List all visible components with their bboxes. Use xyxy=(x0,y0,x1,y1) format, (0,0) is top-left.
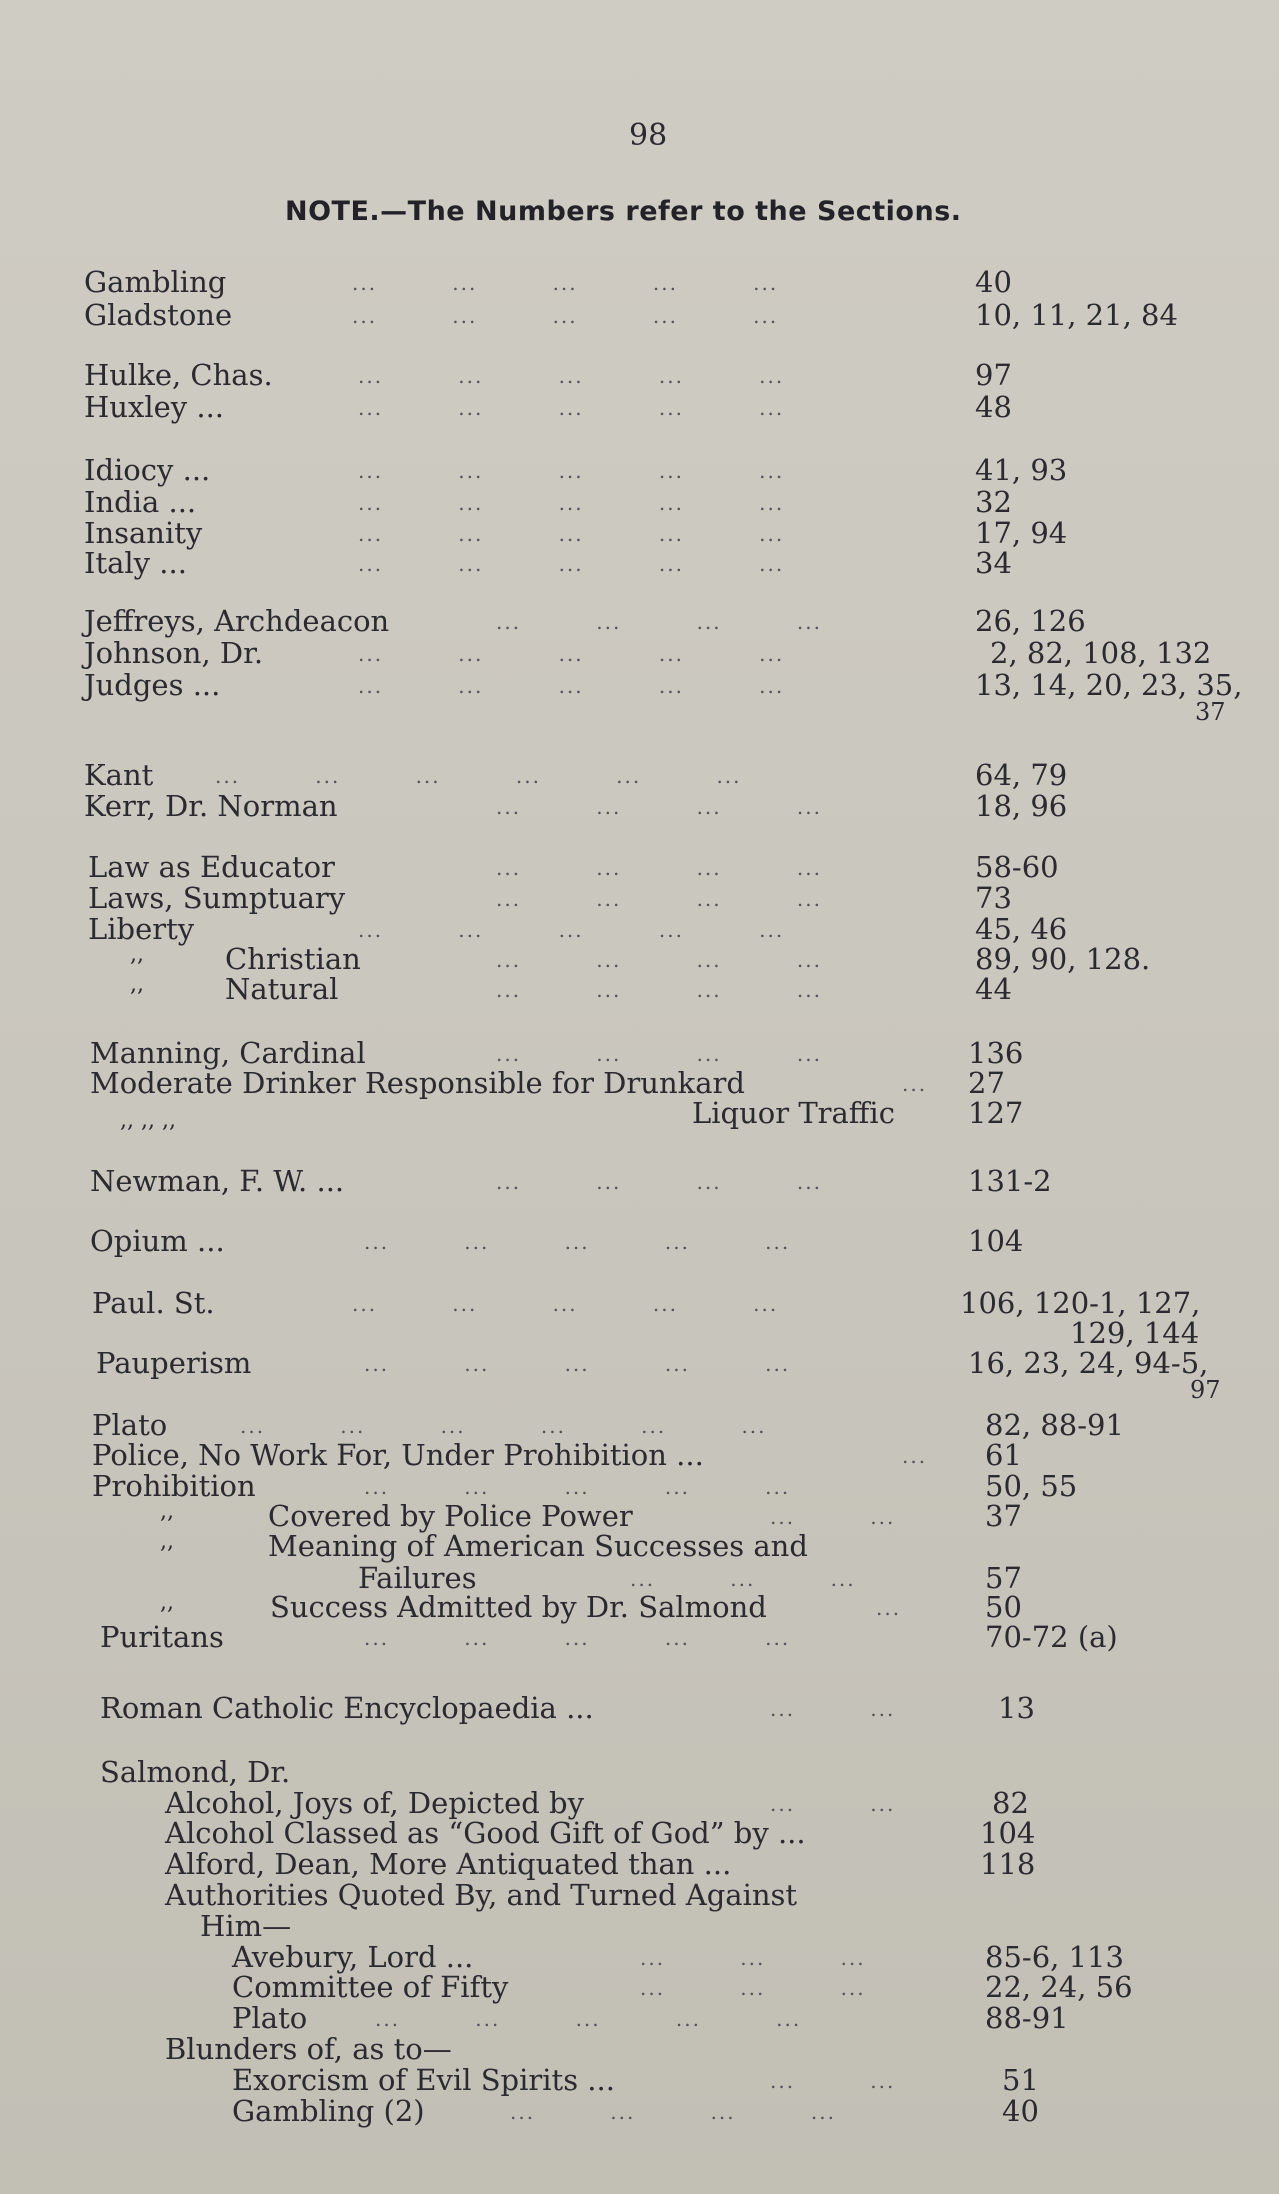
entry-label: Prohibition xyxy=(92,1469,256,1503)
list-item: ,, Christian ... ... ... ... 89, 90, 128. xyxy=(130,942,1151,976)
list-item: Committee of Fifty ... ... ... 22, 24, 56 xyxy=(232,1970,1133,2004)
entry-label: Huxley ... xyxy=(84,390,225,424)
entry-label: Alcohol, Joys of, Depicted by xyxy=(165,1786,584,1820)
entry-label: Plato xyxy=(92,1408,168,1442)
entry-label: Committee of Fifty xyxy=(232,1970,509,2004)
entry-ref: 136 xyxy=(968,1036,1024,1070)
entry-label-cont: Him— xyxy=(200,1909,292,1943)
list-item xyxy=(0,1316,1279,1348)
entry-label: Authorities Quoted By, and Turned Against xyxy=(165,1878,798,1912)
entry-label: Insanity xyxy=(84,516,203,550)
list-item: Judges ... ... ... ... ... ... 13, 14, 20, 23, 35, xyxy=(84,668,1243,702)
entry-label: Success Admitted by Dr. Salmond xyxy=(270,1590,767,1624)
entry-ref: 85-6, 113 xyxy=(985,1940,1124,1974)
list-item xyxy=(0,1878,1279,1910)
list-item: Laws, Sumptuary ... ... ... ... 73 xyxy=(88,881,1012,915)
entry-ref: 40 xyxy=(1002,2094,1039,2128)
entry-label-cont: Failures xyxy=(358,1561,477,1595)
entry-label: Roman Catholic Encyclopaedia ... xyxy=(100,1691,594,1725)
list-item: Prohibition ... ... ... ... ... 50, 55 xyxy=(92,1469,1078,1503)
entry-ref: 61 xyxy=(985,1438,1022,1472)
entry-ref: 57 xyxy=(985,1561,1022,1595)
list-item: Law as Educator ... ... ... ... 58-60 xyxy=(88,850,1059,884)
section-note: NOTE.—The Numbers refer to the Sections. xyxy=(285,196,962,227)
entry-ref: 34 xyxy=(975,546,1012,580)
list-item: Moderate Drinker Responsible for Drunkard ... 27 xyxy=(90,1066,1005,1100)
entry-label: Judges ... xyxy=(84,668,221,702)
entry-label: Liberty xyxy=(88,912,195,946)
entry-ref: 41, 93 xyxy=(975,453,1068,487)
list-item: Manning, Cardinal ... ... ... ... 136 xyxy=(90,1036,1024,1070)
list-item: Liberty ... ... ... ... ... 45, 46 xyxy=(88,912,1068,946)
entry-ref: 58-60 xyxy=(975,850,1059,884)
entry-label: Puritans xyxy=(100,1620,224,1654)
ditto-mark: ,, ,, ,, xyxy=(120,1108,176,1133)
ditto-mark: ,, xyxy=(160,1529,174,1554)
entry-ref-cont: 129, 144 xyxy=(1070,1316,1200,1350)
entry-label: Liquor Traffic xyxy=(692,1096,895,1130)
entry-label: Jeffreys, Archdeacon xyxy=(84,604,390,638)
list-item: Avebury, Lord ... ... ... ... 85-6, 113 xyxy=(232,1940,1124,1974)
entry-ref: 51 xyxy=(1002,2063,1039,2097)
list-item: Kerr, Dr. Norman ... ... ... ... 18, 96 xyxy=(84,789,1068,823)
list-item: Failures ... ... ... 57 xyxy=(358,1561,1022,1595)
entry-label: Alford, Dean, More Antiquated than ... xyxy=(165,1847,732,1881)
entry-ref: 89, 90, 128. xyxy=(975,942,1151,976)
list-item xyxy=(0,1529,1279,1561)
list-item: Opium ... ... ... ... ... ... 104 xyxy=(90,1224,1024,1258)
entry-ref: 2, 82, 108, 132 xyxy=(990,636,1212,670)
entry-label: Paul. St. xyxy=(92,1286,215,1320)
entry-ref: 13 xyxy=(998,1691,1035,1725)
entry-ref: 118 xyxy=(980,1847,1036,1881)
entry-ref: 44 xyxy=(975,972,1012,1006)
list-item: ,, Success Admitted by Dr. Salmond ... 50 xyxy=(160,1590,1022,1624)
list-item: Hulke, Chas. ... ... ... ... ... 97 xyxy=(84,358,1012,392)
list-item: Exorcism of Evil Spirits ... ... ... 51 xyxy=(232,2063,1039,2097)
list-item xyxy=(0,698,1279,730)
entry-ref: 16, 23, 24, 94-5, xyxy=(968,1346,1209,1380)
entry-label: Johnson, Dr. xyxy=(84,636,264,670)
entry-label: Hulke, Chas. xyxy=(84,358,273,392)
entry-label: Plato xyxy=(232,2001,308,2035)
list-item: Italy ... ... ... ... ... ... 34 xyxy=(84,546,1012,580)
list-item: Jeffreys, Archdeacon ... ... ... ... 26, 126 xyxy=(84,604,1086,638)
entry-ref: 70-72 (a) xyxy=(985,1620,1118,1654)
list-item: Plato ... ... ... ... ... ... 82, 88-91 xyxy=(92,1408,1124,1442)
entry-ref: 131-2 xyxy=(968,1164,1052,1198)
list-item: Pauperism ... ... ... ... ... 16, 23, 24, 94-5, xyxy=(96,1346,1209,1380)
list-item: Newman, F. W. ... ... ... ... ... 131-2 xyxy=(90,1164,1052,1198)
entry-ref: 88-91 xyxy=(985,2001,1069,2035)
list-item: Kant ... ... ... ... ... ... 64, 79 xyxy=(84,758,1068,792)
list-item: Gladstone ... ... ... ... ... 10, 11, 21, 84 xyxy=(84,298,1178,332)
list-item: Gambling ... ... ... ... ... 40 xyxy=(84,265,1012,299)
entry-label: Blunders of, as to— xyxy=(165,2032,452,2066)
ditto-mark: ,, xyxy=(160,1590,174,1615)
entry-label: Exorcism of Evil Spirits ... xyxy=(232,2063,615,2097)
entry-label: Gladstone xyxy=(84,298,233,332)
entry-label: Idiocy ... xyxy=(84,453,211,487)
entry-label: Gambling (2) xyxy=(232,2094,425,2128)
entry-ref: 40 xyxy=(975,265,1012,299)
entry-label: Salmond, Dr. xyxy=(100,1755,291,1789)
entry-label: Alcohol Classed as “Good Gift of God” by ... xyxy=(165,1816,806,1850)
list-item: Insanity ... ... ... ... ... 17, 94 xyxy=(84,516,1068,550)
entry-label: Pauperism xyxy=(96,1346,252,1380)
entry-ref: 32 xyxy=(975,485,1012,519)
entry-label: Covered by Police Power xyxy=(268,1499,633,1533)
entry-ref: 50, 55 xyxy=(985,1469,1078,1503)
list-item xyxy=(0,1376,1279,1408)
entry-ref: 26, 126 xyxy=(975,604,1086,638)
entry-ref: 106, 120-1, 127, xyxy=(960,1286,1201,1320)
list-item: Alcohol, Joys of, Depicted by ... ... 82 xyxy=(165,1786,1029,1820)
list-item: Roman Catholic Encyclopaedia ... ... ... 13 xyxy=(100,1691,1035,1725)
list-item: ,, Natural ... ... ... ... 44 xyxy=(130,972,1012,1006)
entry-label: Newman, F. W. ... xyxy=(90,1164,345,1198)
entry-label: Law as Educator xyxy=(88,850,335,884)
entry-ref: 50 xyxy=(985,1590,1022,1624)
list-item: Huxley ... ... ... ... ... ... 48 xyxy=(84,390,1012,424)
entry-label: Italy ... xyxy=(84,546,187,580)
entry-label: Kant xyxy=(84,758,154,792)
list-item: Plato ... ... ... ... ... 88-91 xyxy=(232,2001,1069,2035)
entry-ref: 37 xyxy=(985,1499,1022,1533)
list-item xyxy=(0,2032,1279,2064)
entry-ref: 22, 24, 56 xyxy=(985,1970,1133,2004)
entry-label: India ... xyxy=(84,485,197,519)
list-item xyxy=(0,1755,1279,1787)
ditto-mark: ,, xyxy=(160,1499,174,1524)
entry-ref: 18, 96 xyxy=(975,789,1068,823)
entry-ref: 82 xyxy=(992,1786,1029,1820)
entry-ref: 73 xyxy=(975,881,1012,915)
entry-label: Gambling xyxy=(84,265,227,299)
entry-label: Natural xyxy=(225,972,339,1006)
entry-ref: 104 xyxy=(980,1816,1036,1850)
entry-label: Moderate Drinker Responsible for Drunkard xyxy=(90,1066,745,1100)
entry-label: Manning, Cardinal xyxy=(90,1036,366,1070)
entry-label: Meaning of American Successes and xyxy=(268,1529,808,1563)
entry-ref: 10, 11, 21, 84 xyxy=(975,298,1178,332)
entry-ref: 17, 94 xyxy=(975,516,1068,550)
list-item xyxy=(0,1847,1279,1879)
list-item: India ... ... ... ... ... ... 32 xyxy=(84,485,1012,519)
list-item: Paul. St. ... ... ... ... ... 106, 120-1, 127, xyxy=(92,1286,1201,1320)
list-item: Johnson, Dr. ... ... ... ... ... 2, 82, 108, 132 xyxy=(84,636,1212,670)
ditto-mark: ,, xyxy=(130,972,144,997)
entry-ref: 13, 14, 20, 23, 35, xyxy=(975,668,1243,702)
entry-ref: 82, 88-91 xyxy=(985,1408,1124,1442)
entry-ref: 27 xyxy=(968,1066,1005,1100)
entry-ref: 48 xyxy=(975,390,1012,424)
entry-label: Laws, Sumptuary xyxy=(88,881,346,915)
entry-label: Avebury, Lord ... xyxy=(232,1940,474,1974)
list-item: Gambling (2) ... ... ... ... 40 xyxy=(232,2094,1039,2128)
entry-ref: 104 xyxy=(968,1224,1024,1258)
entry-ref-cont: 97 xyxy=(1190,1376,1221,1404)
entry-ref: 127 xyxy=(968,1096,1024,1130)
list-item: Puritans ... ... ... ... ... 70-72 (a) xyxy=(100,1620,1118,1654)
entry-ref-cont: 37 xyxy=(1195,698,1226,726)
list-item: Police, No Work For, Under Prohibition ... ... 61 xyxy=(92,1438,1022,1472)
entry-ref: 97 xyxy=(975,358,1012,392)
entry-ref: 45, 46 xyxy=(975,912,1068,946)
ditto-mark: ,, xyxy=(130,942,144,967)
entry-ref: 64, 79 xyxy=(975,758,1068,792)
list-item xyxy=(0,1816,1279,1848)
entry-label: Opium ... xyxy=(90,1224,225,1258)
list-item: ,, Covered by Police Power ... ... 37 xyxy=(160,1499,1022,1533)
entry-label: Kerr, Dr. Norman xyxy=(84,789,338,823)
entry-label: Police, No Work For, Under Prohibition ... xyxy=(92,1438,704,1472)
list-item xyxy=(0,1096,1279,1133)
list-item xyxy=(0,1909,1279,1941)
entry-label: Christian xyxy=(225,942,361,976)
page-number: 98 xyxy=(629,118,668,153)
list-item: Idiocy ... ... ... ... ... ... 41, 93 xyxy=(84,453,1068,487)
